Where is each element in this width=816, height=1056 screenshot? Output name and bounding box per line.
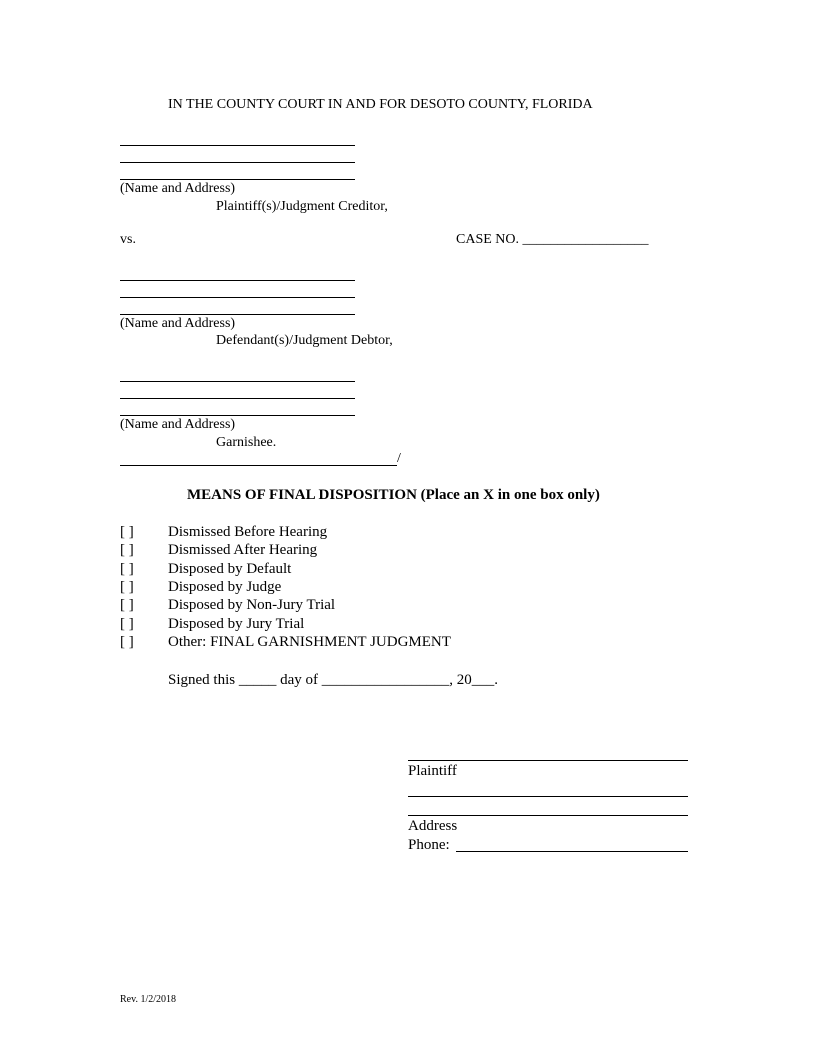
disposition-option[interactable] — [120, 561, 291, 578]
garnishee-name-line-3[interactable] — [120, 415, 355, 416]
signed-date-line[interactable]: Signed this _____ day of _________________, 20___. — [168, 672, 498, 688]
defendant-role-label: Defendant(s)/Judgment Debtor, — [216, 333, 393, 348]
plaintiff-role-label: Plaintiff(s)/Judgment Creditor, — [216, 199, 388, 214]
plaintiff-name-line-1[interactable] — [120, 145, 355, 146]
option-checkbox[interactable]: [ ] — [120, 597, 134, 613]
option-checkbox[interactable]: [ ] — [120, 634, 134, 650]
court-title: IN THE COUNTY COURT IN AND FOR DESOTO COUNTY, FLORIDA — [168, 97, 593, 112]
option-label: Disposed by Judge — [168, 579, 282, 595]
plaintiff-signature-line[interactable] — [408, 760, 688, 761]
caption-close-line — [120, 465, 397, 466]
defendant-name-line-2[interactable] — [120, 297, 355, 298]
defendant-name-address-label: (Name and Address) — [120, 316, 236, 331]
option-label: Other: FINAL GARNISHMENT JUDGMENT — [168, 634, 451, 650]
disposition-option[interactable] — [120, 616, 304, 633]
revision-date: Rev. 1/2/2018 — [120, 994, 177, 1005]
case-number-label: CASE NO. — [456, 232, 520, 247]
option-label: Disposed by Default — [168, 561, 292, 577]
garnishee-name-line-1[interactable] — [120, 381, 355, 382]
disposition-heading: MEANS OF FINAL DISPOSITION (Place an X in one box only) — [187, 487, 600, 503]
caption-close-slash: / — [397, 451, 401, 466]
option-checkbox[interactable]: [ ] — [120, 524, 134, 540]
option-checkbox[interactable]: [ ] — [120, 616, 134, 632]
defendant-name-line-3[interactable] — [120, 314, 355, 315]
disposition-option[interactable] — [120, 634, 451, 651]
address-line-2[interactable] — [408, 815, 688, 816]
disposition-option[interactable] — [120, 542, 317, 559]
option-checkbox[interactable]: [ ] — [120, 561, 134, 577]
option-label: Dismissed Before Hearing — [168, 524, 328, 540]
versus-label: vs. — [120, 232, 136, 247]
garnishee-name-line-2[interactable] — [120, 398, 355, 399]
phone-line[interactable] — [456, 851, 688, 852]
garnishee-name-address-label: (Name and Address) — [120, 417, 236, 432]
address-label: Address — [408, 818, 458, 834]
option-label: Disposed by Non-Jury Trial — [168, 597, 336, 613]
disposition-option[interactable] — [120, 524, 327, 541]
option-label: Disposed by Jury Trial — [168, 616, 305, 632]
option-label: Dismissed After Hearing — [168, 542, 318, 558]
case-number-field[interactable] — [456, 232, 649, 248]
address-line-1[interactable] — [408, 796, 688, 797]
plaintiff-name-line-3[interactable] — [120, 179, 355, 180]
garnishee-role-label: Garnishee. — [216, 435, 277, 450]
plaintiff-name-address-label: (Name and Address) — [120, 181, 236, 196]
plaintiff-signature-label: Plaintiff — [408, 763, 457, 779]
option-checkbox[interactable]: [ ] — [120, 542, 134, 558]
disposition-option[interactable] — [120, 597, 335, 614]
disposition-option[interactable] — [120, 579, 281, 596]
case-number-blank: __________________ — [522, 232, 649, 247]
phone-label: Phone: — [408, 837, 450, 853]
defendant-name-line-1[interactable] — [120, 280, 355, 281]
option-checkbox[interactable]: [ ] — [120, 579, 134, 595]
plaintiff-name-line-2[interactable] — [120, 162, 355, 163]
